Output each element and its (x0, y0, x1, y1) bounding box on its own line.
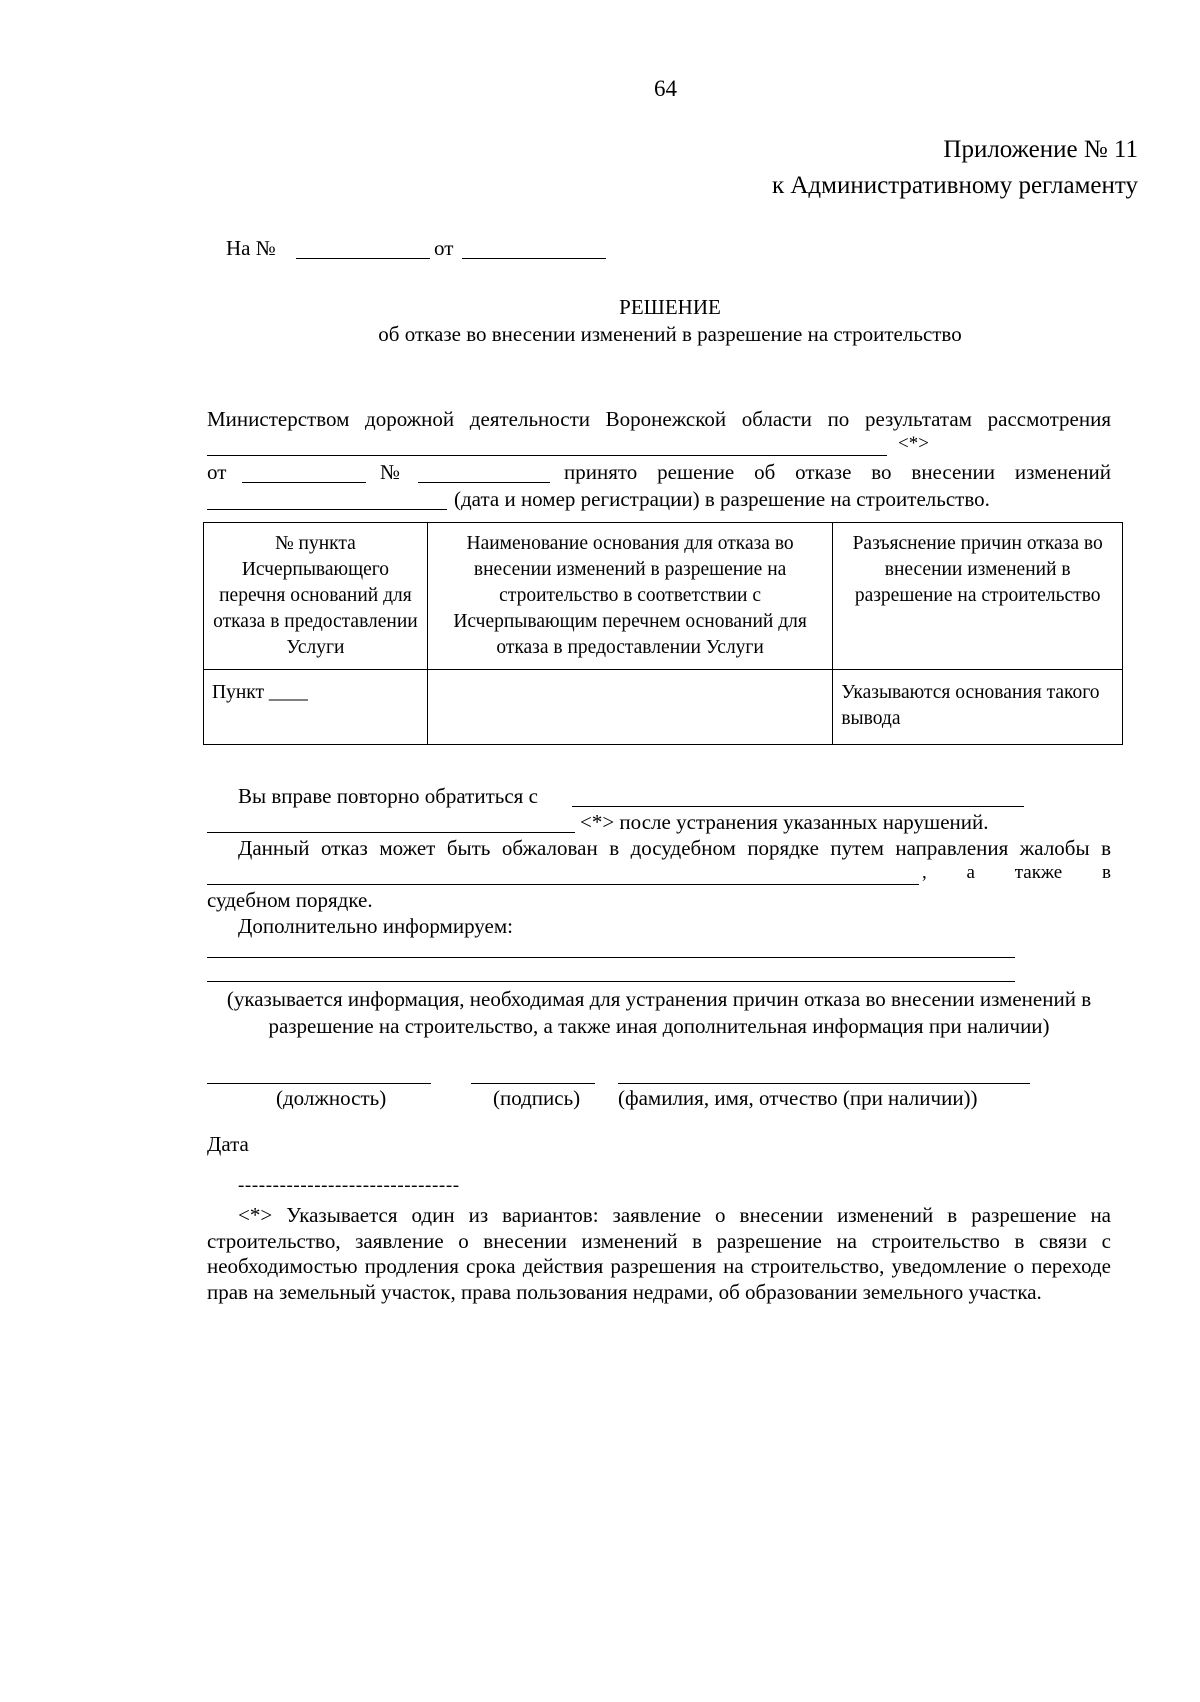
reapply-blank-line-2 (207, 832, 575, 833)
table-header-row (204, 523, 1123, 670)
page-number: 64 (654, 76, 677, 101)
additional-info-hint: (указывается информация, необходимая для устранения причин отказа во внесении изменений в разрешение на строительство, а также иная дополнительная информация при наличии) (226, 987, 1092, 1038)
table-header-item-number: № пункта Исчерпывающего перечня оснований для отказа в предоставлении Услуги (204, 523, 428, 670)
intro-blank-line-2 (207, 509, 447, 510)
intro-footnote-mark: <*> (898, 433, 929, 454)
reapply-blank-line-1 (572, 806, 1024, 807)
intro-from-label: от (207, 460, 227, 484)
signature-position-line (207, 1083, 431, 1084)
document-title: РЕШЕНИЕ (619, 295, 721, 319)
reference-number-label: На № (226, 236, 276, 260)
signature-sign-line (471, 1083, 595, 1084)
date-label: Дата (207, 1132, 249, 1156)
signature-name-label: (фамилия, имя, отчество (при наличии)) (618, 1086, 978, 1110)
appeal-continuation: , а также в (922, 862, 1111, 883)
reference-date-line (462, 258, 606, 259)
table-row (204, 670, 1123, 745)
appendix-subtitle: к Административному регламенту (771, 172, 1138, 199)
signature-sign-label: (подпись) (493, 1086, 581, 1110)
additional-info-line-1 (207, 957, 1015, 958)
reapply-suffix: <*> после устранения указанных нарушений. (580, 810, 989, 834)
additional-info-label: Дополнительно информируем: (238, 914, 513, 938)
appendix-title: Приложение № 11 (943, 136, 1138, 163)
reference-from-label: от (434, 236, 454, 260)
reapply-text: Вы вправе повторно обратиться с (238, 784, 538, 808)
intro-number-line (418, 482, 550, 483)
table-cell-explanation: Указываются основания такого вывода (833, 670, 1123, 745)
refusal-grounds-table (203, 522, 1123, 745)
table-cell-item: Пункт ____ (204, 670, 428, 745)
intro-number-label: № (380, 460, 401, 484)
table-header-ground-name: Наименование основания для отказа во внесении изменений в разрешение на строительство в соответствии с Исчерпывающим перечнем оснований для отказа в предоставлении Услуги (427, 523, 832, 670)
appeal-text: Данный отказ может быть обжалован в досудебном порядке путем направления жалобы в (238, 836, 1111, 860)
intro-blank-line-1 (207, 455, 887, 456)
intro-line-3: принято решение об отказе во внесении изменений (564, 460, 1111, 484)
additional-info-line-2 (207, 981, 1015, 982)
intro-line-1: Министерством дорожной деятельности Воронежской области по результатам рассмотрения (207, 407, 1111, 431)
footnote-separator: -------------------------------- (238, 1175, 460, 1196)
signature-name-line (618, 1083, 1030, 1084)
table-header-explanation: Разъяснение причин отказа во внесении изменений в разрешение на строительство (833, 523, 1123, 670)
appeal-end: судебном порядке. (207, 888, 373, 912)
intro-line-4: (дата и номер регистрации) в разрешение на строительство. (454, 487, 990, 511)
intro-date-line (242, 482, 366, 483)
footnote-text: <*> Указывается один из вариантов: заявление о внесении изменений в разрешение на строительство, заявление о внесении изменений в разрешение на строительство в связи с необходимостью продления срока действия разрешения на строительство, уведомление о переходе прав на земельный участок, права пользования недрами, об образовании земельного участка. (207, 1203, 1111, 1304)
reference-number-line (296, 258, 430, 259)
table-cell-ground (427, 670, 832, 745)
document-subtitle: об отказе во внесении изменений в разрешение на строительство (378, 322, 962, 346)
signature-position-label: (должность) (276, 1086, 387, 1110)
appeal-blank-line (207, 884, 919, 885)
